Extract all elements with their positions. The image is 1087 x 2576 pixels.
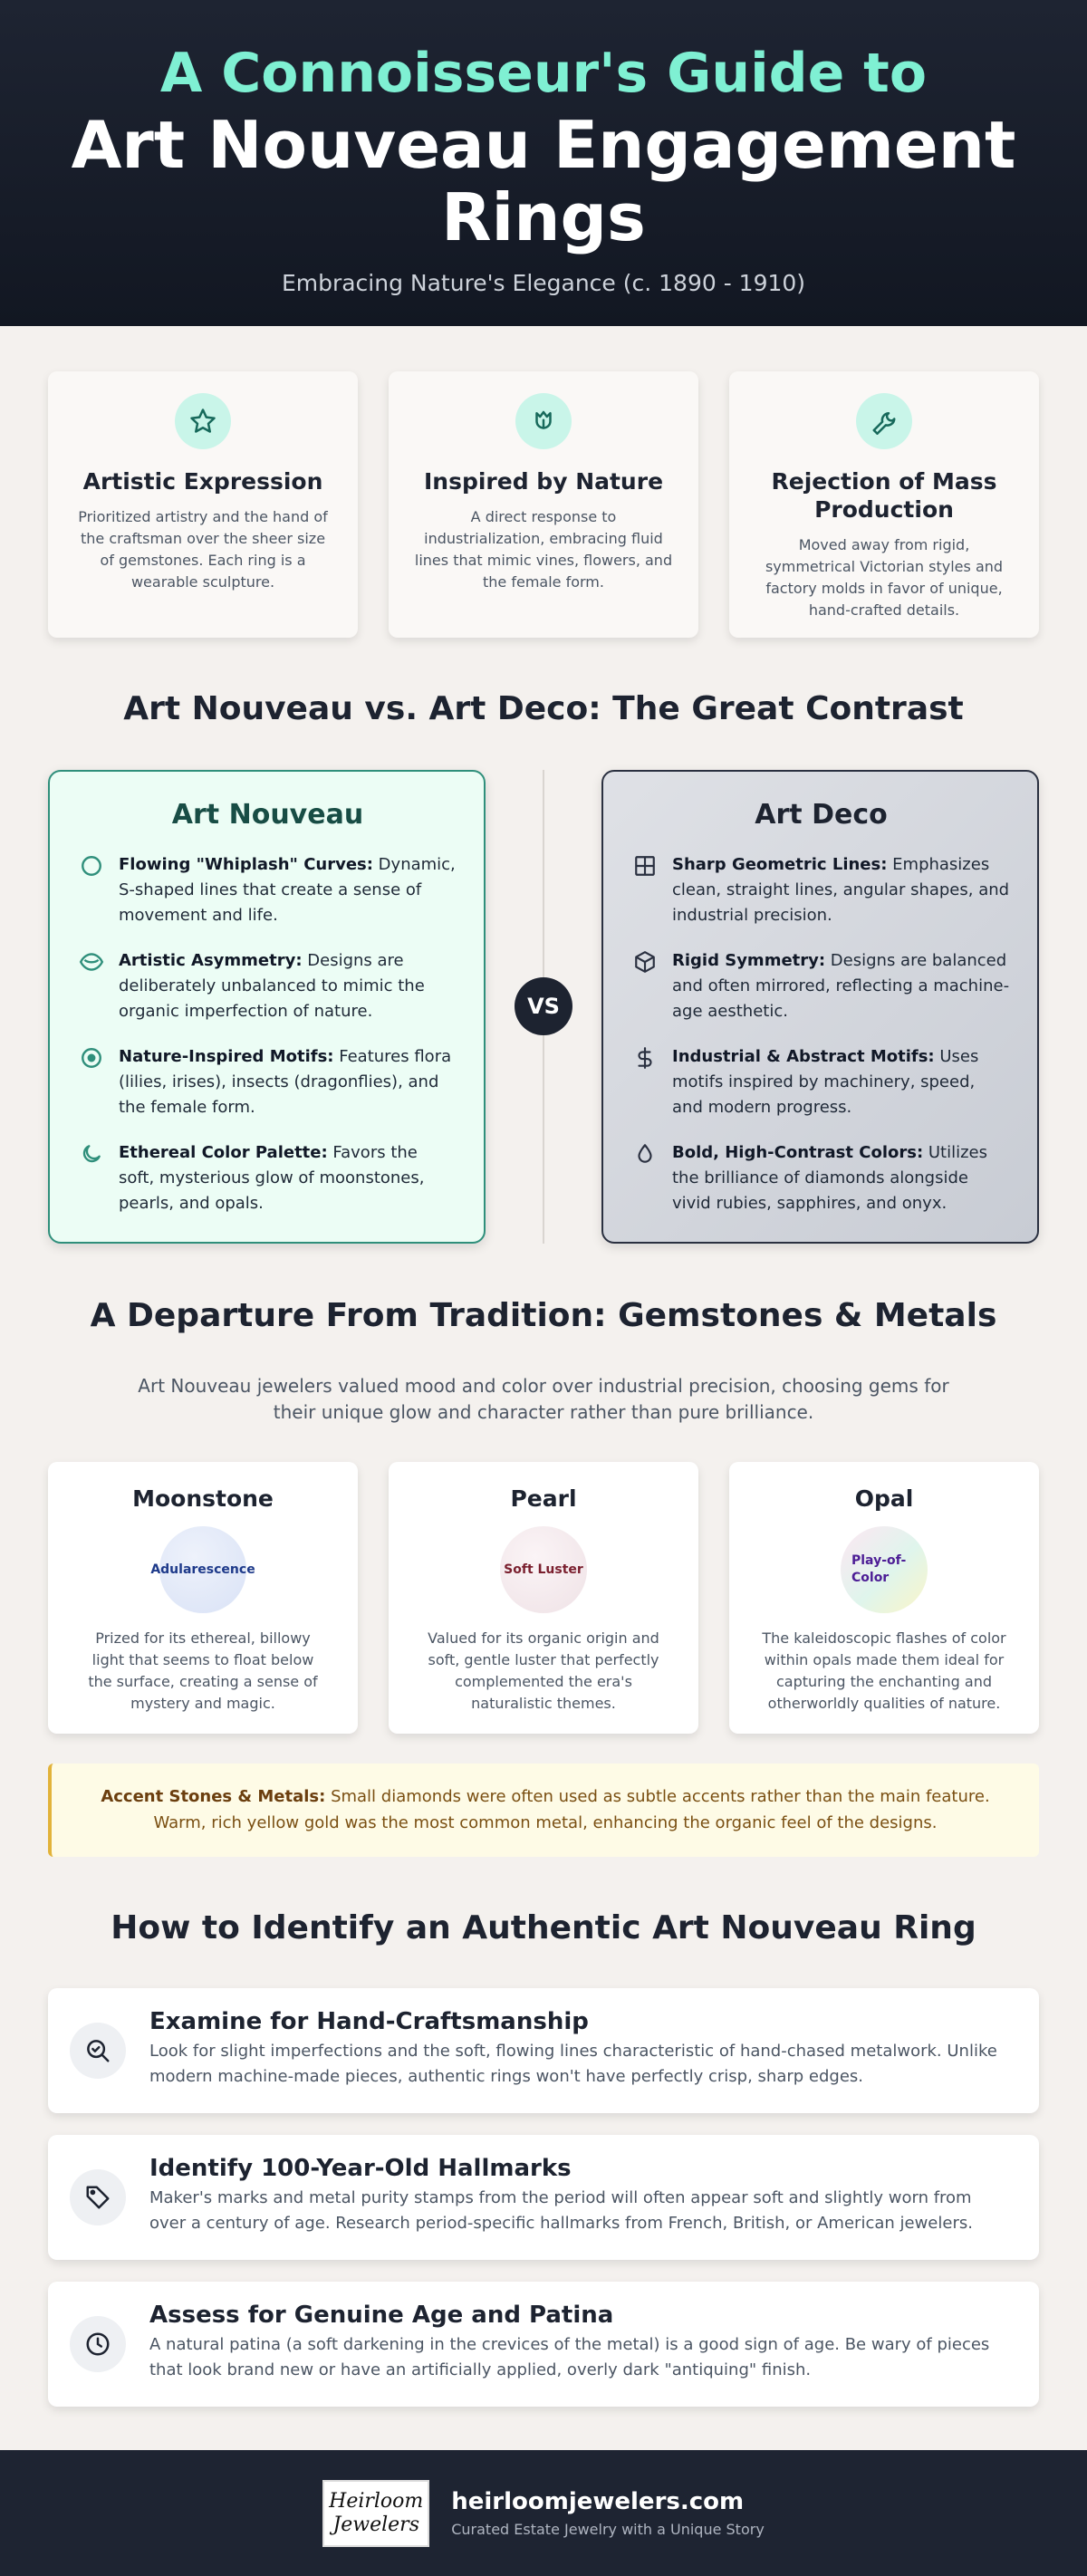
gem-card: [48, 1462, 358, 1734]
gem-card: [729, 1462, 1039, 1734]
list-item: [632, 1140, 1010, 1216]
footer-brand: [451, 2488, 765, 2538]
wrench-icon: [856, 393, 912, 449]
identify-step: [48, 2135, 1039, 2260]
pillars-section: [48, 371, 1039, 638]
accent-callout: [48, 1764, 1039, 1857]
pillar-card: [729, 371, 1039, 638]
list-item: [79, 1044, 457, 1120]
gem-orb: Adularescence: [159, 1526, 246, 1613]
gem-orb: [841, 1526, 928, 1613]
feature-term: Bold, High-Contrast Colors:: [672, 1143, 924, 1162]
brand-logo[interactable]: [322, 2480, 429, 2547]
feature-desc: Designs are deliberately unbalanced to mimic the organic imperfection of nature.: [119, 951, 425, 1021]
hero-header: [0, 0, 1087, 326]
step-text: Look for slight imperfections and the soft, flowing lines characteristic of hand-chased metalwork. Unlike modern machine-made pieces, authentic rings won't have perfectly crisp, sharp edges.: [149, 2042, 997, 2086]
pillar-title: Artistic Expression: [82, 468, 323, 495]
feature-term: Industrial & Abstract Motifs:: [672, 1047, 935, 1066]
gem-text: Valued for its organic origin and soft, gentle luster that perfectly complemented the era's naturalistic themes.: [428, 1629, 659, 1712]
accent-term: Accent Stones & Metals:: [101, 1787, 326, 1806]
tag-icon: [70, 2169, 126, 2225]
pillar-title: Rejection of Mass Production: [771, 468, 997, 523]
list-item: [79, 852, 457, 928]
list-item: [632, 852, 1010, 928]
art-nouveau-card: [48, 770, 486, 1244]
pillar-text: Prioritized artistry and the hand of the craftsman over the sheer size of gemstones. Each ring is a wearable sculpture.: [78, 508, 328, 591]
feature-desc: Favors the soft, mysterious glow of moonstones, pearls, and opals.: [119, 1143, 425, 1213]
list-item: [632, 948, 1010, 1024]
pillar-text: A direct response to industrialization, embracing fluid lines that mimic vines, flowers, and the female form.: [414, 508, 673, 591]
art-nouveau-heading: Art Nouveau: [171, 799, 364, 831]
feature-desc: Designs are balanced and often mirrored, reflecting a machine-age aesthetic.: [672, 951, 1010, 1021]
feature-term: Artistic Asymmetry:: [119, 951, 303, 970]
gem-text: The kaleidoscopic flashes of color within opals made them ideal for capturing the enchanting and otherworldly qualities of nature.: [762, 1629, 1006, 1712]
feature-desc: Uses motifs inspired by machinery, speed, and modern progress.: [672, 1047, 979, 1117]
gem-name: Opal: [854, 1485, 914, 1512]
pillar-text: Moved away from rigid, symmetrical Victorian styles and factory molds in favor of unique, hand-crafted details.: [765, 536, 1004, 619]
flower-icon: [515, 393, 572, 449]
feature-term: Ethereal Color Palette:: [119, 1143, 328, 1162]
footer-tagline: Curated Estate Jewelry with a Unique Story: [451, 2521, 765, 2538]
dollar-icon: [632, 1044, 658, 1120]
gem-orb-label: Play-of-Color: [851, 1553, 907, 1585]
gems-title: A Departure From Tradition: Gemstones & Metals: [90, 1297, 997, 1334]
magnify-check-icon: [70, 2023, 126, 2079]
grid-icon: [632, 852, 658, 928]
feature-desc: Features flora (lilies, irises), insects (dragonflies), and the female form.: [119, 1047, 452, 1117]
gem-text: Prized for its ethereal, billowy light that seems to float below the surface, creating a sense of mystery and magic.: [88, 1629, 318, 1712]
pillar-card: [389, 371, 698, 638]
feature-desc: Dynamic, S-shaped lines that create a sense of movement and life.: [119, 855, 456, 925]
gem-orb: Soft Luster: [500, 1526, 587, 1613]
pillar-card: [48, 371, 358, 638]
step-title: Examine for Hand-Craftsmanship: [149, 2008, 589, 2035]
vs-badge: VS: [515, 977, 572, 1035]
feature-term: Rigid Symmetry:: [672, 951, 826, 970]
gems-grid: [48, 1462, 1039, 1734]
feature-desc: Utilizes the brilliance of diamonds alongside vivid rubies, sapphires, and onyx.: [672, 1143, 988, 1213]
identify-title: How to Identify an Authentic Art Nouveau Ring: [111, 1909, 976, 1946]
art-deco-heading: Art Deco: [755, 799, 888, 831]
identify-step: [48, 2282, 1039, 2407]
step-title: Identify 100-Year-Old Hallmarks: [149, 2155, 572, 2182]
gem-name: Moonstone: [132, 1485, 274, 1512]
gem-name: Pearl: [510, 1485, 577, 1512]
hero-subtitle: Embracing Nature's Elegance (c. 1890 - 1910): [281, 270, 806, 296]
logo-line-2: Jewelers: [332, 2513, 419, 2536]
feature-term: Nature-Inspired Motifs:: [119, 1047, 334, 1066]
feature-desc: Emphasizes clean, straight lines, angular shapes, and industrial precision.: [672, 855, 1010, 925]
gem-card: [389, 1462, 698, 1734]
logo-line-1: Heirloom: [329, 2489, 424, 2513]
eye-icon: [79, 948, 104, 1024]
feature-term: Flowing "Whiplash" Curves:: [119, 855, 373, 874]
page-title: Art Nouveau Engagement Rings: [71, 107, 1016, 255]
star-icon: [175, 393, 231, 449]
step-text: A natural patina (a soft darkening in the crevices of the metal) is a good sign of age. Be wary of pieces that look brand new or have an artificially applied, overly dark "antiquing" finish.: [149, 2335, 990, 2379]
circle-icon: [79, 852, 104, 928]
feature-term: Sharp Geometric Lines:: [672, 855, 888, 874]
comparison-title: Art Nouveau vs. Art Deco: The Great Contrast: [123, 690, 964, 727]
pillar-title: Inspired by Nature: [423, 468, 664, 495]
cube-icon: [632, 948, 658, 1024]
clock-icon: [70, 2316, 126, 2372]
footer: [0, 2450, 1087, 2576]
identify-step: [48, 1988, 1039, 2113]
hero-kicker: A Connoisseur's Guide to: [159, 42, 928, 105]
list-item: [79, 1140, 457, 1216]
list-item: [79, 948, 457, 1024]
footer-site-link[interactable]: heirloomjewelers.com: [451, 2488, 745, 2515]
gems-intro: Art Nouveau jewelers valued mood and color over industrial precision, choosing gems for their unique glow and character rather than pure brilliance.: [138, 1375, 949, 1423]
droplet-icon: [632, 1140, 658, 1216]
accent-text: Small diamonds were often used as subtle accents rather than the main feature. Warm, rich yellow gold was the most common metal, enhancing the organic feel of the designs.: [153, 1787, 990, 1832]
art-deco-card: [601, 770, 1039, 1244]
moon-icon: [79, 1140, 104, 1216]
step-text: Maker's marks and metal purity stamps from the period will often appear soft and slightly worn from over a century of age. Research period-specific hallmarks from French, British, or American jewelers.: [149, 2188, 973, 2233]
step-title: Assess for Genuine Age and Patina: [149, 2302, 614, 2329]
target-icon: [79, 1044, 104, 1120]
list-item: [632, 1044, 1010, 1120]
